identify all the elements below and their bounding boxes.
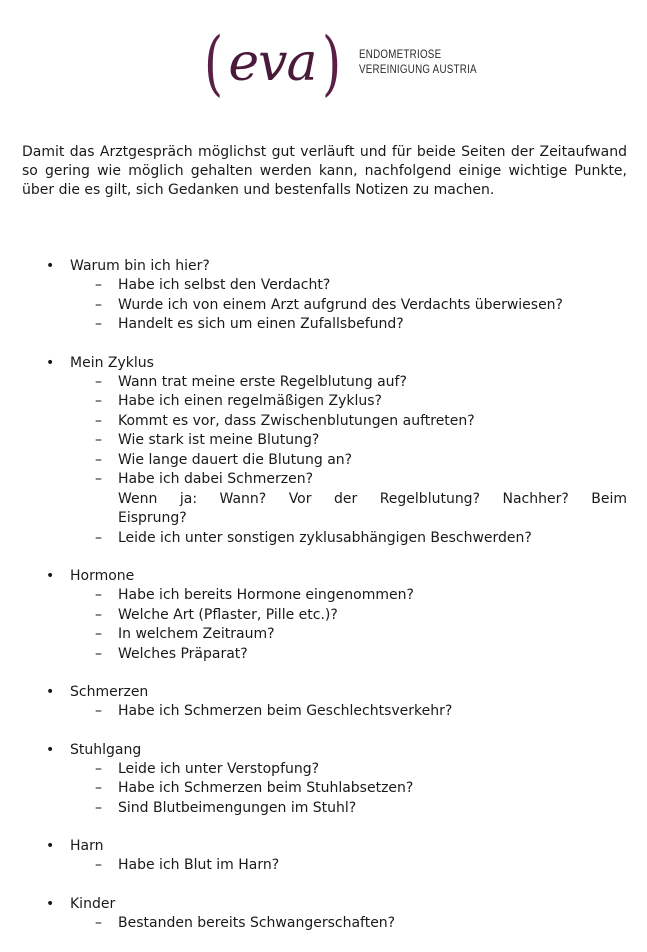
dash: –: [95, 857, 102, 873]
dash: –: [95, 914, 102, 931]
section-title: [22, 567, 627, 586]
section-stuhlgang: [22, 741, 627, 819]
dash: –: [95, 606, 102, 623]
question-item: [22, 760, 627, 780]
question-item: [22, 914, 627, 934]
question-text: Wie stark ist meine Blutung?: [118, 432, 320, 448]
question-text: Wurde ich von einem Arzt aufgrund des Verdachts überwiesen?: [118, 296, 563, 313]
section-zyklus: [22, 354, 627, 549]
question-item: [22, 392, 627, 412]
question-text: Wann trat meine erste Regelblutung auf?: [118, 373, 407, 390]
question-text: Bestanden bereits Schwangerschaften?: [118, 914, 396, 931]
question-text: Leide ich unter sonstigen zyklusabhängigen Beschwerden?: [118, 529, 532, 546]
question-text: Wie lange dauert die Blutung an?: [118, 451, 353, 468]
dash: –: [95, 316, 102, 332]
dash: –: [95, 703, 102, 719]
dash: –: [95, 412, 102, 429]
eva-logo-mark: [200, 22, 345, 104]
question-text: Habe ich selbst den Verdacht?: [118, 277, 331, 293]
question-text: In welchem Zeitraum?: [118, 626, 275, 642]
question-text: Welches Präparat?: [118, 645, 248, 662]
question-item: [22, 856, 627, 876]
section-title-text: Kinder: [70, 895, 116, 912]
question-item: [22, 586, 627, 606]
question-item: [22, 779, 627, 799]
question-text: Handelt es sich um einen Zufallsbefund?: [118, 316, 404, 332]
section-schmerzen: [22, 683, 627, 722]
section-kinder: [22, 895, 627, 934]
logo-line-2: VEREINIGUNG AUSTRIA: [358, 64, 477, 76]
bullet: •: [46, 741, 55, 758]
question-item: [22, 799, 627, 819]
section-title-text: Harn: [70, 838, 104, 854]
question-text: Leide ich unter Verstopfung?: [118, 760, 320, 777]
logo-organization-name: [359, 48, 477, 78]
intro-paragraph: Damit das Arztgespräch möglichst gut verläuft und für beide Seiten der Zeitaufwand so gering wie möglich gehalten werden kann, nachfolgend einige wichtige Punkte, über die es gilt, sich Gedanken und bestenfalls Notizen zu machen.: [22, 144, 627, 198]
bullet: •: [46, 258, 55, 274]
bullet: •: [46, 838, 55, 854]
logo-paren-close: ): [322, 22, 341, 104]
bullet: •: [46, 568, 55, 584]
question-item: [22, 645, 627, 665]
section-warum: [22, 257, 627, 335]
eva-logo: [200, 22, 497, 104]
section-title-text: Warum bin ich hier?: [70, 258, 210, 274]
question-text: Habe ich Schmerzen beim Geschlechtsverkehr?: [118, 703, 453, 719]
question-item: [22, 412, 627, 432]
logo-letters: eva: [228, 33, 317, 93]
section-title-text: Mein Zyklus: [70, 354, 154, 371]
bullet: •: [46, 684, 55, 700]
section-hormone: [22, 567, 627, 664]
section-title: [22, 895, 627, 914]
question-text: Kommt es vor, dass Zwischenblutungen auftreten?: [118, 412, 475, 429]
question-item: [22, 470, 627, 529]
question-text: Habe ich bereits Hormone eingenommen?: [118, 587, 414, 603]
checklist: [22, 257, 627, 952]
dash: –: [95, 587, 102, 603]
dash: –: [95, 432, 102, 448]
dash: –: [95, 760, 102, 777]
dash: –: [95, 393, 102, 409]
question-text: Habe ich einen regelmäßigen Zyklus?: [118, 393, 382, 409]
question-text: Habe ich dabei Schmerzen?: [118, 471, 314, 487]
logo-paren-open: (: [203, 22, 223, 104]
section-title: [22, 257, 627, 276]
dash: –: [95, 451, 102, 468]
question-followup-line-2: Eisprung?: [118, 510, 187, 526]
bullet: •: [46, 895, 55, 912]
section-title-text: Stuhlgang: [70, 741, 142, 758]
dash: –: [95, 626, 102, 642]
section-title-text: Hormone: [70, 568, 135, 584]
question-text: Welche Art (Pflaster, Pille etc.)?: [118, 606, 338, 623]
dash: –: [95, 645, 102, 662]
question-followup-line-1: Wenn ja: Wann? Vor der Regelblutung? Nachher? Beim: [118, 490, 627, 507]
section-title: [22, 354, 627, 373]
dash: –: [95, 296, 102, 313]
question-item: [22, 625, 627, 645]
question-text: Sind Blutbeimengungen im Stuhl?: [118, 799, 357, 816]
question-item: [22, 373, 627, 393]
bullet: •: [46, 354, 55, 371]
question-item: [22, 431, 627, 451]
question-item: [22, 315, 627, 335]
section-title-text: Schmerzen: [70, 684, 149, 700]
question-text: Habe ich Blut im Harn?: [118, 857, 280, 873]
question-text: Habe ich Schmerzen beim Stuhlabsetzen?: [118, 780, 414, 796]
question-item: [22, 606, 627, 626]
section-title: [22, 837, 627, 856]
question-item: [22, 702, 627, 722]
section-title: [22, 741, 627, 760]
section-harn: [22, 837, 627, 876]
logo-line-1: ENDOMETRIOSE: [358, 49, 442, 61]
dash: –: [95, 471, 102, 487]
question-item: [22, 276, 627, 296]
section-title: [22, 683, 627, 702]
dash: –: [95, 780, 102, 796]
dash: –: [95, 277, 102, 293]
dash: –: [95, 799, 102, 816]
question-item: [22, 529, 627, 549]
dash: –: [95, 373, 102, 390]
question-item: [22, 296, 627, 316]
question-item: [22, 451, 627, 471]
dash: –: [95, 529, 102, 546]
